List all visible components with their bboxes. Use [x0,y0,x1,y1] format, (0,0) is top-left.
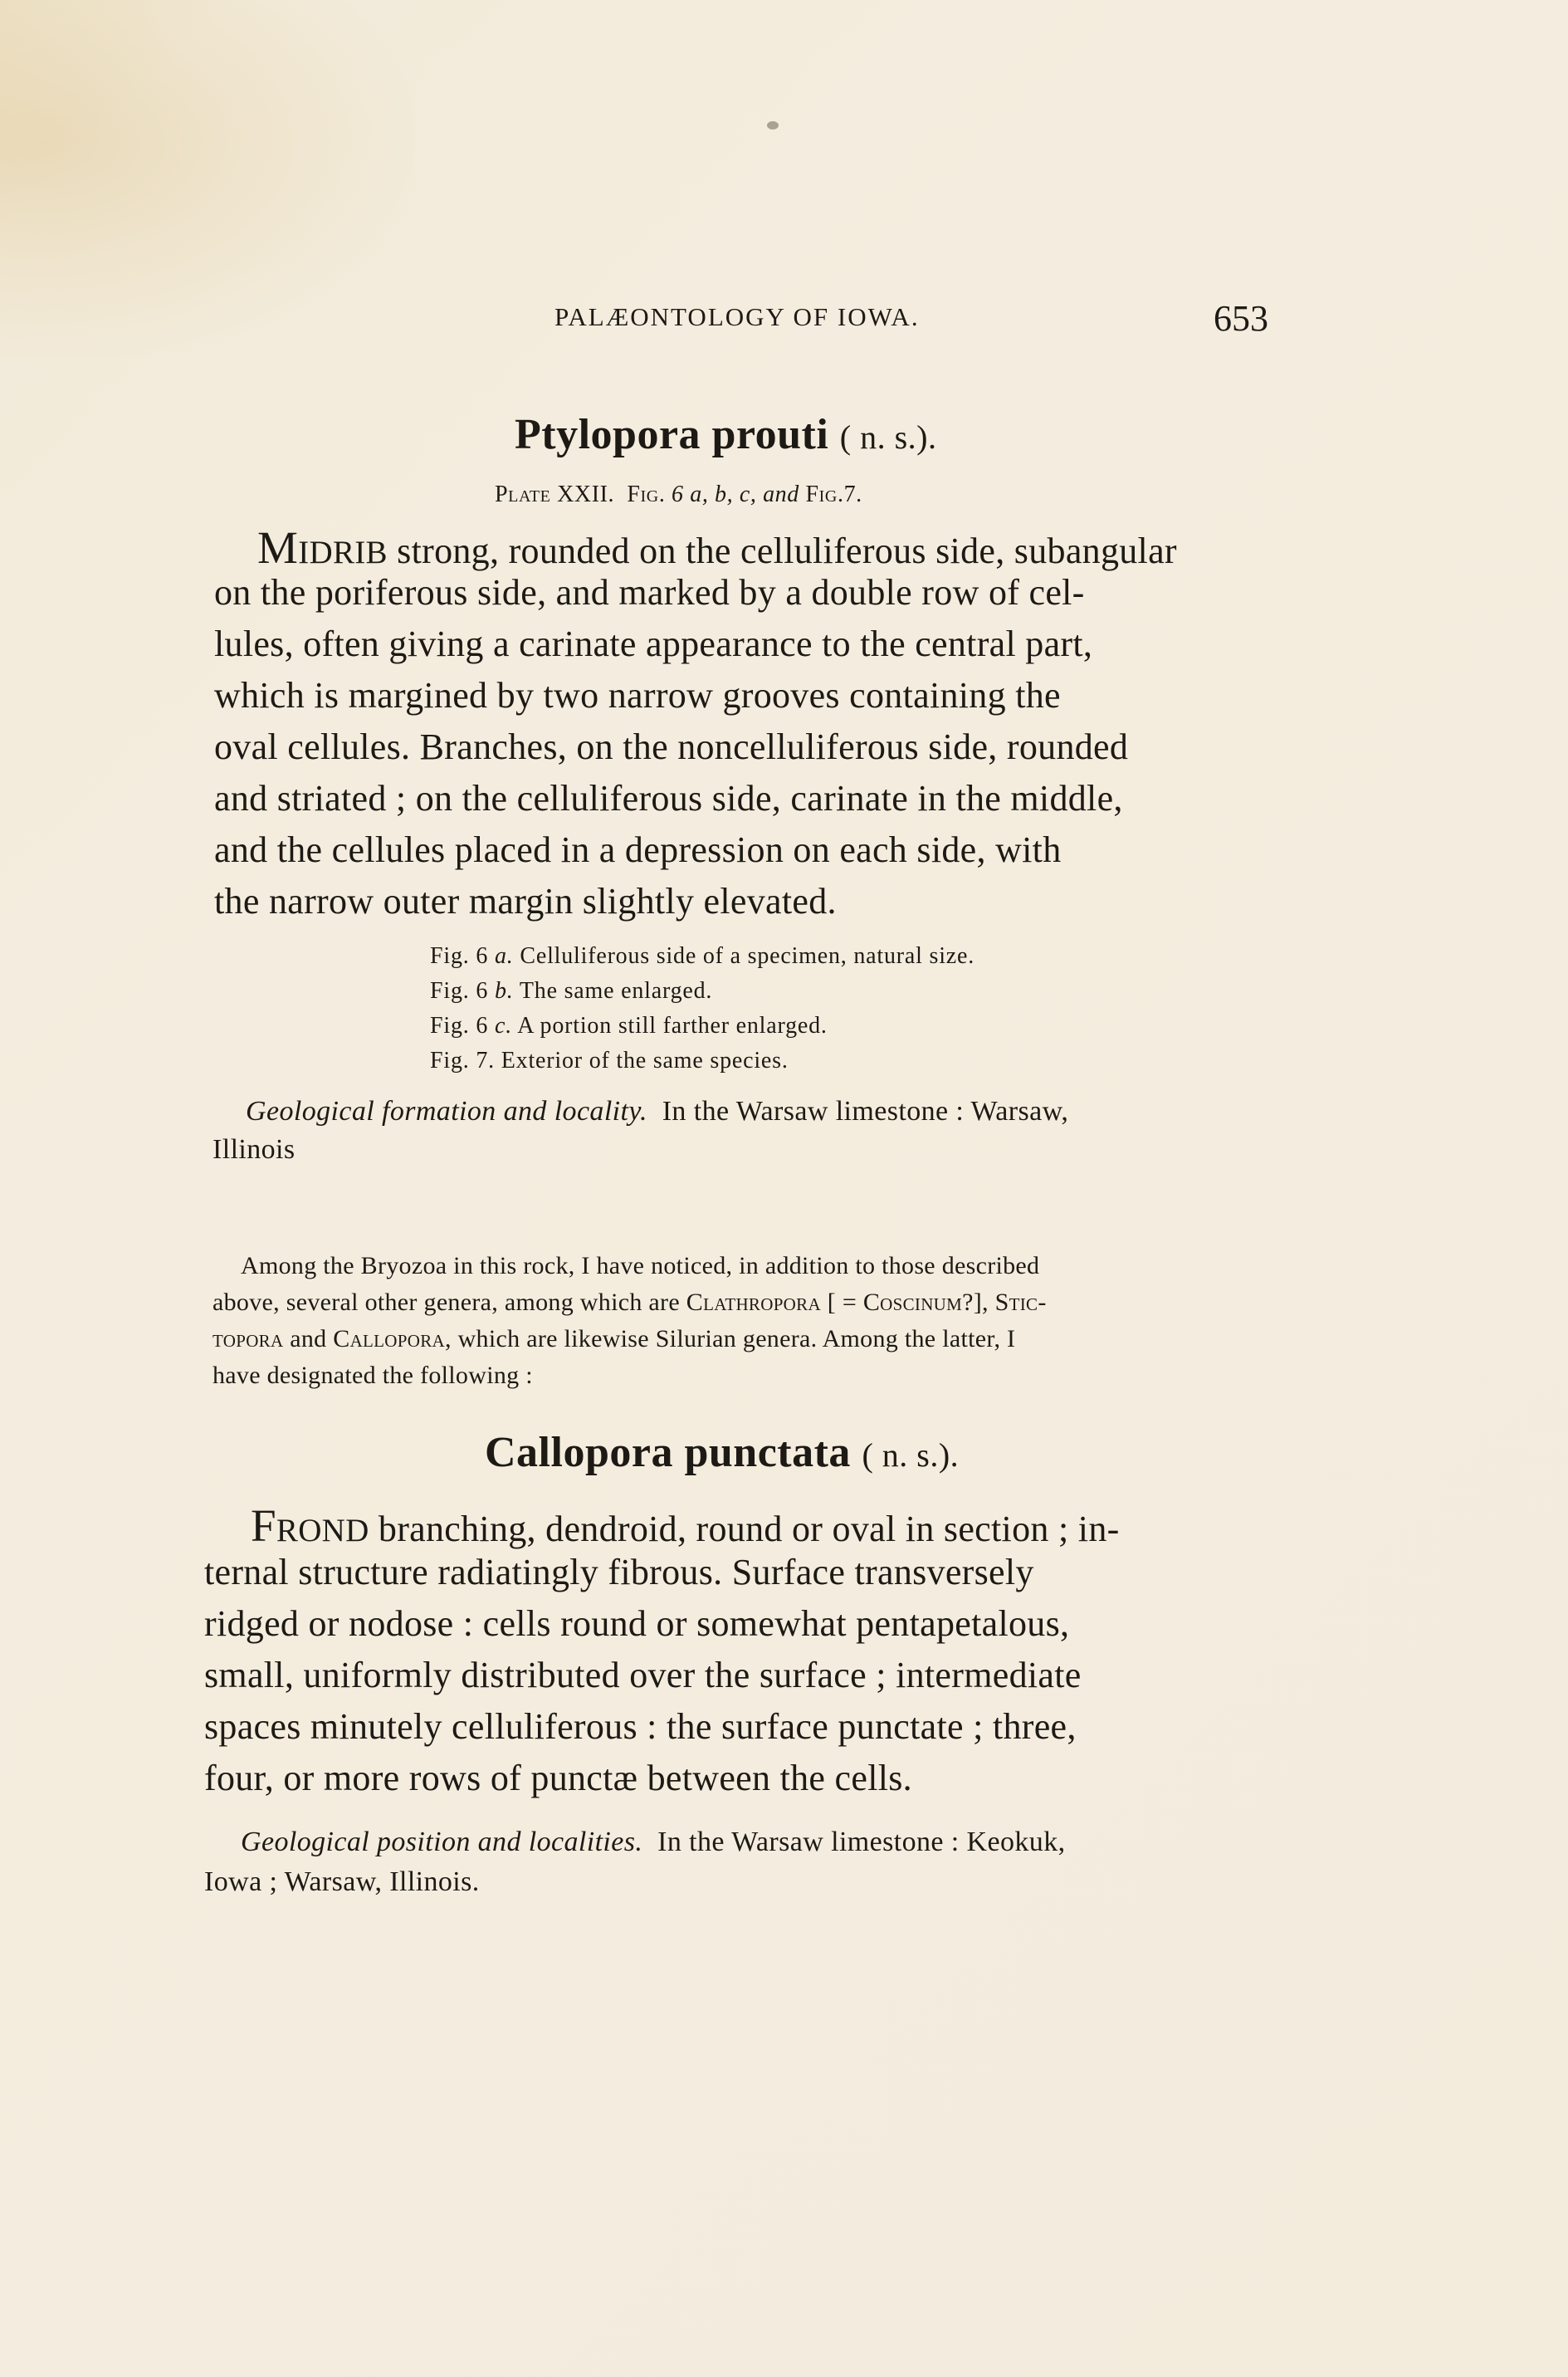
description-line: Frond branching, dendroid, round or oval in section ; in- [251,1500,1120,1551]
bryozoa-note-line: topora and Callopora, which are likewise Silurian genera. Among the latter, I [212,1325,1016,1352]
description-lead-word: Midrib [257,522,388,573]
plate-word: Plate [495,482,551,507]
species-title-ptylopora [515,410,937,459]
figure-caption: Fig. 6 a. Celluliferous side of a specimen, natural size. [430,943,975,969]
description-line [257,521,1315,574]
position-text: In the Warsaw limestone : Keokuk, [657,1827,1066,1857]
description-line: ternal structure radiatingly fibrous. Surface transversely [204,1552,1034,1592]
plate-reference [495,482,862,508]
formation-label: Geological formation and locality. [246,1096,647,1127]
description-line: and striated ; on the celluliferous side, carinate in the middle, [214,778,1123,819]
genus-sticto-rest: topora [212,1325,284,1352]
fig-word: Fig. [627,482,666,507]
species-title-callopora [485,1428,959,1477]
bryozoa-note-line: have designated the following : [212,1362,533,1389]
fig-list: 6 a, b, c, and [672,482,799,507]
bryozoa-note-line: Among the Bryozoa in this rock, I have noticed, in addition to those described [241,1252,1040,1279]
fig-word-2: Fig. [805,482,844,507]
genus-name: Ptylopora [515,411,701,458]
running-header-title: PALÆONTOLOGY OF IOWA. [554,302,920,331]
genus-name: Callopora [485,1429,673,1476]
paper-stain [0,0,415,357]
description-line: lules, often giving a carinate appearance to the central part, [214,624,1093,664]
description-line: on the poriferous side, and marked by a double row of cel- [214,572,1085,613]
species-name: prouti [711,411,829,458]
position-label: Geological position and localities. [241,1827,643,1857]
description-line: the narrow outer margin slightly elevated. [214,881,837,922]
plate-number: XXII. [557,482,615,507]
position-continuation: Iowa ; Warsaw, Illinois. [204,1866,480,1897]
genus-coscinum: Coscinum [862,1289,963,1316]
genus-callopora: Callopora [333,1325,445,1352]
description-line: four, or more rows of punctæ between the cells. [204,1758,912,1798]
description-line: which is margined by two narrow grooves containing the [214,675,1061,716]
geological-position [241,1827,1066,1858]
figure-caption: Fig. 6 c. A portion still farther enlarged. [430,1013,828,1039]
page-number: 653 [1214,298,1268,339]
description-line: spaces minutely celluliferous : the surface punctate ; three, [204,1706,1077,1747]
formation-continuation: Illinois [212,1134,296,1165]
description-lead-word: Frond [251,1500,369,1551]
description-line: ridged or nodose : cells round or somewhat pentapetalous, [204,1603,1070,1644]
formation-text: In the Warsaw limestone : Warsaw, [662,1096,1069,1127]
ink-speck [767,121,779,130]
description-text: strong, rounded on the celluliferous side, subangular [387,531,1177,571]
new-species-mark: ( n. s.). [839,418,937,456]
fig-list-2: 7. [843,482,862,507]
figure-caption: Fig. 6 b. The same enlarged. [430,978,713,1004]
genus-sticto-part: Stic- [994,1289,1047,1316]
description-line: small, uniformly distributed over the surface ; intermediate [204,1655,1082,1695]
genus-clathropora: Clathropora [686,1289,821,1316]
new-species-mark: ( n. s.). [862,1436,960,1474]
species-name: punctata [684,1429,851,1476]
geological-formation [246,1096,1068,1127]
figure-caption: Fig. 7. Exterior of the same species. [430,1048,789,1074]
bryozoa-note-line: above, several other genera, among which are Clathropora [ = Coscinum?], Stic- [212,1289,1047,1316]
description-line: and the cellules placed in a depression on each side, with [214,829,1062,870]
description-line: oval cellules. Branches, on the noncelluliferous side, rounded [214,726,1129,767]
